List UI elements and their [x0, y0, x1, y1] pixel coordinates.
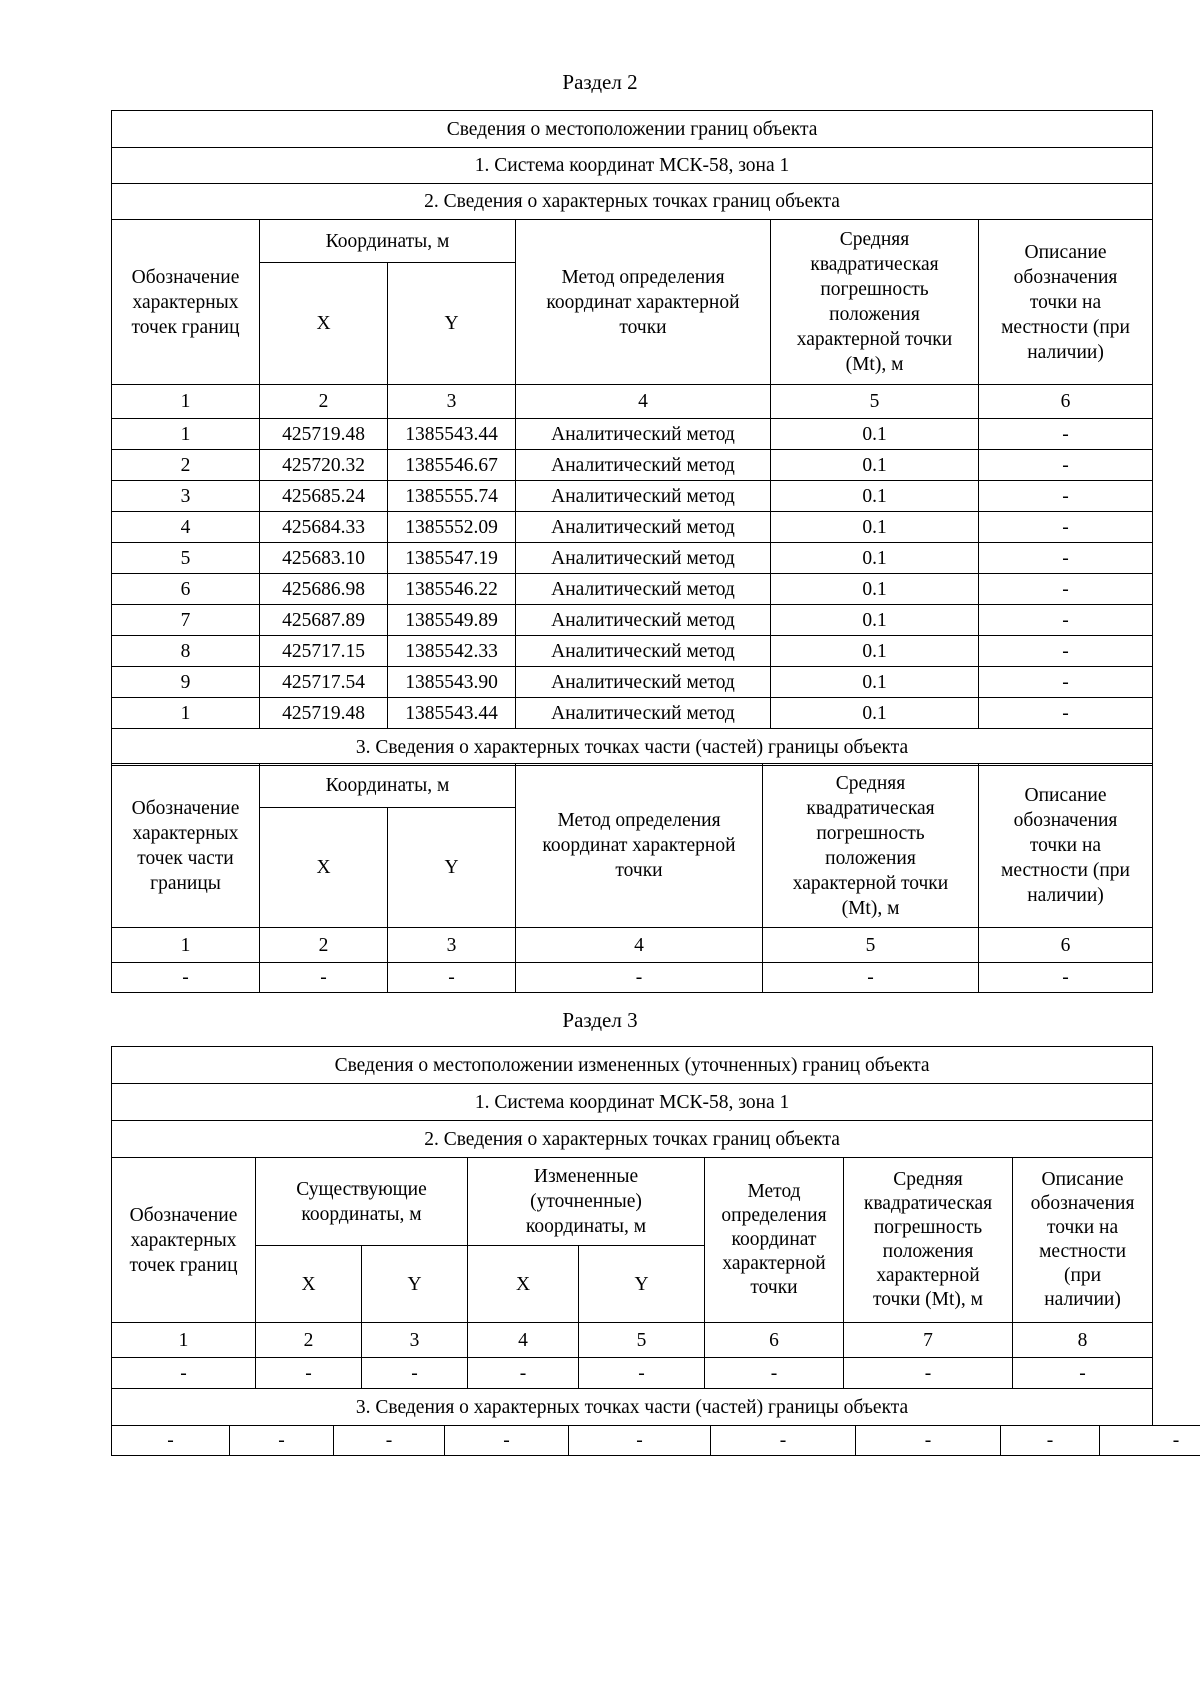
- error-value: 0.1: [771, 667, 979, 698]
- header-y: Y: [388, 808, 516, 928]
- description-value: -: [979, 605, 1153, 636]
- x-value: 425719.48: [260, 419, 388, 450]
- table-row: [112, 419, 1153, 450]
- header-error: Средняя квадратическая погрешность положения характерной точки (Mt), м: [844, 1158, 1013, 1323]
- table-title: Сведения о местоположении измененных (уточненных) границ объекта: [112, 1047, 1153, 1084]
- point-number: 8: [112, 636, 260, 667]
- section2-title: Раздел 2: [562, 70, 638, 94]
- y-value: 1385546.22: [388, 574, 516, 605]
- point-number: 4: [112, 512, 260, 543]
- table-row: [112, 667, 1153, 698]
- column-number: 7: [844, 1323, 1013, 1358]
- header-y: Y: [388, 263, 516, 385]
- column-number: 1: [112, 928, 260, 963]
- table-row: [112, 481, 1153, 512]
- column-number: 3: [388, 385, 516, 419]
- table-row: [112, 963, 1153, 993]
- column-number: 4: [468, 1323, 579, 1358]
- column-number: 5: [771, 385, 979, 419]
- table-row: [112, 698, 1153, 729]
- empty-value: -: [230, 1426, 334, 1456]
- table-row: [112, 1358, 1153, 1389]
- y-value: 1385542.33: [388, 636, 516, 667]
- description-value: -: [979, 698, 1153, 729]
- method-value: Аналитический метод: [516, 667, 771, 698]
- empty-value: -: [844, 1358, 1013, 1389]
- method-value: Аналитический метод: [516, 543, 771, 574]
- column-number: 1: [112, 385, 260, 419]
- column-number: 6: [979, 928, 1153, 963]
- header-existing-coords: Существующие координаты, м: [256, 1158, 468, 1246]
- error-value: 0.1: [771, 574, 979, 605]
- error-value: 0.1: [771, 481, 979, 512]
- point-number: 7: [112, 605, 260, 636]
- parts-section-title: 3. Сведения о характерных точках части (частей) границы объекта: [112, 1389, 1153, 1426]
- method-value: Аналитический метод: [516, 512, 771, 543]
- column-number: 4: [516, 385, 771, 419]
- y-value: 1385543.44: [388, 419, 516, 450]
- column-numbers-row: [112, 928, 1153, 963]
- description-value: -: [979, 450, 1153, 481]
- section2-parts-table: [111, 763, 1153, 993]
- method-value: Аналитический метод: [516, 419, 771, 450]
- error-value: 0.1: [771, 419, 979, 450]
- header-point-name: Обозначение характерных точек границ: [112, 220, 260, 385]
- header-x-existing: X: [256, 1246, 362, 1323]
- header-description: Описание обозначения точки на местности (при наличии): [1013, 1158, 1153, 1323]
- y-value: 1385555.74: [388, 481, 516, 512]
- column-number: 8: [1013, 1323, 1153, 1358]
- empty-value: -: [856, 1426, 1001, 1456]
- column-numbers-row: [112, 1323, 1153, 1358]
- point-number: 1: [112, 698, 260, 729]
- parts-section-title: 3. Сведения о характерных точках части (частей) границы объекта: [112, 729, 1153, 766]
- method-value: Аналитический метод: [516, 574, 771, 605]
- x-value: 425719.48: [260, 698, 388, 729]
- coordinate-system: 1. Система координат МСК-58, зона 1: [112, 1084, 1153, 1121]
- empty-value: -: [979, 963, 1153, 993]
- header-method: Метод определения координат характерной точки: [516, 220, 771, 385]
- header-method: Метод определения координат характерной точки: [516, 764, 763, 928]
- column-number: 5: [579, 1323, 705, 1358]
- header-description: Описание обозначения точки на местности (при наличии): [979, 764, 1153, 928]
- empty-value: -: [763, 963, 979, 993]
- method-value: Аналитический метод: [516, 698, 771, 729]
- empty-value: -: [112, 963, 260, 993]
- header-method: Метод определения координат характерной точки: [705, 1158, 844, 1323]
- header-y-changed: Y: [579, 1246, 705, 1323]
- table-row: [112, 1426, 1200, 1456]
- error-value: 0.1: [771, 450, 979, 481]
- column-number: 4: [516, 928, 763, 963]
- table-row: [112, 636, 1153, 667]
- table-title: Сведения о местоположении границ объекта: [112, 111, 1153, 148]
- section2-boundaries-table: [111, 110, 1153, 766]
- method-value: Аналитический метод: [516, 636, 771, 667]
- empty-value: -: [388, 963, 516, 993]
- method-value: Аналитический метод: [516, 605, 771, 636]
- table-row: [112, 574, 1153, 605]
- header-description: Описание обозначения точки на местности (при наличии): [979, 220, 1153, 385]
- empty-value: -: [1013, 1358, 1153, 1389]
- empty-value: -: [468, 1358, 579, 1389]
- column-numbers-row: [112, 385, 1153, 419]
- error-value: 0.1: [771, 636, 979, 667]
- x-value: 425720.32: [260, 450, 388, 481]
- description-value: -: [979, 481, 1153, 512]
- header-point-name: Обозначение характерных точек части границы: [112, 764, 260, 928]
- header-coords: Координаты, м: [260, 220, 516, 263]
- empty-value: -: [256, 1358, 362, 1389]
- points-section-title: 2. Сведения о характерных точках границ объекта: [112, 184, 1153, 220]
- description-value: -: [979, 667, 1153, 698]
- x-value: 425687.89: [260, 605, 388, 636]
- header-changed-coords: Измененные (уточненные) координаты, м: [468, 1158, 705, 1246]
- y-value: 1385543.90: [388, 667, 516, 698]
- empty-value: -: [1001, 1426, 1100, 1456]
- x-value: 425717.54: [260, 667, 388, 698]
- description-value: -: [979, 419, 1153, 450]
- empty-value: -: [112, 1358, 256, 1389]
- column-number: 1: [112, 1323, 256, 1358]
- section3-parts-table: [111, 1425, 1200, 1456]
- y-value: 1385549.89: [388, 605, 516, 636]
- column-number: 2: [260, 928, 388, 963]
- table-row: [112, 605, 1153, 636]
- empty-value: -: [579, 1358, 705, 1389]
- header-coords: Координаты, м: [260, 764, 516, 808]
- empty-value: -: [1100, 1426, 1200, 1456]
- method-value: Аналитический метод: [516, 481, 771, 512]
- column-number: 6: [705, 1323, 844, 1358]
- error-value: 0.1: [771, 543, 979, 574]
- empty-value: -: [362, 1358, 468, 1389]
- empty-value: -: [711, 1426, 856, 1456]
- column-number: 2: [260, 385, 388, 419]
- x-value: 425717.15: [260, 636, 388, 667]
- point-number: 6: [112, 574, 260, 605]
- empty-value: -: [260, 963, 388, 993]
- error-value: 0.1: [771, 605, 979, 636]
- x-value: 425685.24: [260, 481, 388, 512]
- header-x: X: [260, 263, 388, 385]
- column-number: 2: [256, 1323, 362, 1358]
- method-value: Аналитический метод: [516, 450, 771, 481]
- column-number: 3: [362, 1323, 468, 1358]
- description-value: -: [979, 574, 1153, 605]
- coordinate-system: 1. Система координат МСК-58, зона 1: [112, 148, 1153, 184]
- error-value: 0.1: [771, 698, 979, 729]
- empty-value: -: [112, 1426, 230, 1456]
- header-x: X: [260, 808, 388, 928]
- y-value: 1385547.19: [388, 543, 516, 574]
- point-number: 1: [112, 419, 260, 450]
- description-value: -: [979, 543, 1153, 574]
- y-value: 1385552.09: [388, 512, 516, 543]
- empty-value: -: [516, 963, 763, 993]
- point-number: 5: [112, 543, 260, 574]
- x-value: 425683.10: [260, 543, 388, 574]
- description-value: -: [979, 636, 1153, 667]
- section3-title: Раздел 3: [562, 1008, 638, 1032]
- y-value: 1385543.44: [388, 698, 516, 729]
- empty-value: -: [445, 1426, 569, 1456]
- table-row: [112, 543, 1153, 574]
- x-value: 425684.33: [260, 512, 388, 543]
- header-point-name: Обозначение характерных точек границ: [112, 1158, 256, 1323]
- empty-value: -: [334, 1426, 445, 1456]
- table-row: [112, 450, 1153, 481]
- empty-value: -: [705, 1358, 844, 1389]
- point-number: 2: [112, 450, 260, 481]
- points-section-title: 2. Сведения о характерных точках границ объекта: [112, 1121, 1153, 1158]
- column-number: 5: [763, 928, 979, 963]
- column-number: 6: [979, 385, 1153, 419]
- header-error: Средняя квадратическая погрешность положения характерной точки (Mt), м: [763, 764, 979, 928]
- empty-value: -: [569, 1426, 711, 1456]
- description-value: -: [979, 512, 1153, 543]
- y-value: 1385546.67: [388, 450, 516, 481]
- header-x-changed: X: [468, 1246, 579, 1323]
- table-row: [112, 512, 1153, 543]
- error-value: 0.1: [771, 512, 979, 543]
- point-number: 3: [112, 481, 260, 512]
- header-error: Средняя квадратическая погрешность положения характерной точки (Mt), м: [771, 220, 979, 385]
- point-number: 9: [112, 667, 260, 698]
- section3-changed-boundaries-table: [111, 1046, 1153, 1426]
- header-y-existing: Y: [362, 1246, 468, 1323]
- column-number: 3: [388, 928, 516, 963]
- x-value: 425686.98: [260, 574, 388, 605]
